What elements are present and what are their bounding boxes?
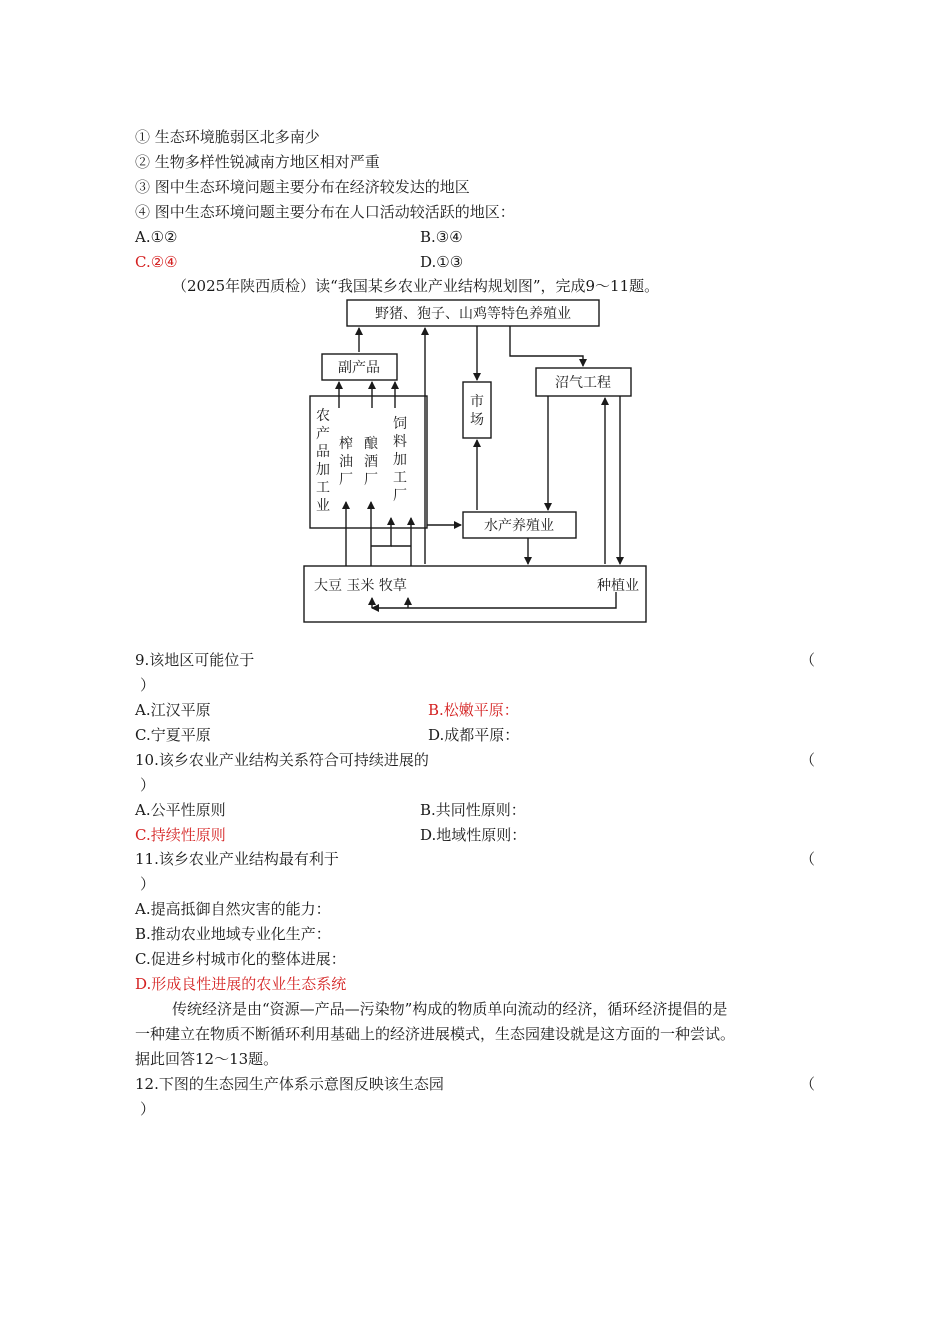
q11-option-c[interactable]: C.促进乡村城市化的整体进展： [135, 950, 346, 968]
label-oil-1: 油 [339, 454, 353, 470]
label-market-1: 市 [470, 394, 484, 410]
label-wine-0: 酿 [364, 436, 378, 452]
box-market [463, 382, 491, 438]
label-market-2: 场 [470, 412, 484, 428]
passage-line-1: 传统经济是由“资源—产品—污染物”构成的物质单向流动的经济，循环经济提倡的是 [172, 1000, 728, 1018]
label-wine-2: 厂 [364, 472, 378, 488]
label-aquaculture: 水产养殖业 [484, 518, 554, 534]
statement-2: ② 生物多样性锐减南方地区相对严重 [135, 153, 380, 171]
q9-option-b[interactable]: B.松嫩平原： [428, 701, 519, 719]
q9-paren-close: ） [140, 676, 156, 694]
label-processing-1: 产 [316, 426, 330, 442]
label-processing-0: 农 [316, 408, 330, 424]
label-biogas: 沼气工程 [555, 375, 611, 391]
q10-paren-close: ） [140, 776, 156, 794]
q9-option-a[interactable]: A.江汉平原 [135, 701, 211, 719]
q12-paren-open: （ [800, 1075, 816, 1093]
label-feed-2: 加 [393, 452, 407, 468]
label-feed-4: 厂 [393, 488, 407, 504]
q10-option-a[interactable]: A.公平性原则 [135, 801, 226, 819]
statement-3: ③ 图中生态环境问题主要分布在经济较发达的地区 [135, 178, 470, 196]
q10-option-b[interactable]: B.共同性原则： [420, 801, 526, 819]
q8-option-b[interactable]: B.③④ [420, 228, 463, 246]
q11-option-b[interactable]: B.推动农业地域专业化生产： [135, 925, 331, 943]
label-wine-1: 酒 [364, 454, 378, 470]
passage-line-2: 一种建立在物质不断循环利用基础上的经济进展模式，生态园建设就是这方面的一种尝试。 [135, 1025, 736, 1043]
label-planting: 种植业 [597, 578, 639, 594]
label-feed-0: 饲 [393, 416, 407, 432]
statement-4: ④ 图中生态环境问题主要分布在人口活动较活跃的地区： [135, 203, 515, 221]
q11-paren-open: （ [800, 850, 816, 868]
statement-1: ① 生态环境脆弱区北多南少 [135, 128, 320, 146]
q11-paren-close: ） [140, 875, 156, 893]
q9-option-c[interactable]: C.宁夏平原 [135, 726, 211, 744]
label-feed-3: 工 [393, 470, 407, 486]
passage-line-3: 据此回答12～13题。 [135, 1050, 279, 1068]
label-byproduct: 副产品 [338, 360, 380, 376]
label-processing-5: 业 [316, 498, 330, 514]
q9-option-d[interactable]: D.成都平原： [428, 726, 520, 744]
q9-paren-open: （ [800, 651, 816, 669]
label-processing-3: 加 [316, 462, 330, 478]
q10-paren-open: （ [800, 751, 816, 769]
label-oil-0: 榨 [339, 436, 353, 452]
agriculture-structure-diagram [300, 296, 650, 626]
label-processing-2: 品 [316, 444, 330, 460]
label-crops: 大豆 玉米 牧草 [314, 578, 407, 594]
q12-stem: 12.下图的生态园生产体系示意图反映该生态园 [135, 1075, 444, 1093]
question-intro: （2025年陕西质检）读“我国某乡农业产业结构规划图”，完成9～11题。 [172, 277, 660, 295]
box-planting [304, 566, 646, 622]
q8-option-a[interactable]: A.①② [135, 228, 178, 246]
q12-paren-close: ） [140, 1100, 156, 1118]
q9-stem: 9.该地区可能位于 [135, 651, 255, 669]
label-special-breeding: 野猪、狍子、山鸡等特色养殖业 [375, 306, 571, 322]
q8-option-c[interactable]: C.②④ [135, 253, 178, 271]
label-oil-2: 厂 [339, 472, 353, 488]
q8-option-d[interactable]: D.①③ [420, 253, 464, 271]
q10-option-d[interactable]: D.地域性原则： [420, 826, 527, 844]
q10-stem: 10.该乡农业产业结构关系符合可持续进展的 [135, 751, 429, 769]
q11-stem: 11.该乡农业产业结构最有利于 [135, 850, 339, 868]
label-processing-4: 工 [316, 480, 330, 496]
q11-option-d[interactable]: D.形成良性进展的农业生态系统 [135, 975, 347, 993]
q10-option-c[interactable]: C.持续性原则 [135, 826, 226, 844]
q11-option-a[interactable]: A.提高抵御自然灾害的能力： [135, 900, 331, 918]
label-feed-1: 料 [393, 434, 407, 450]
